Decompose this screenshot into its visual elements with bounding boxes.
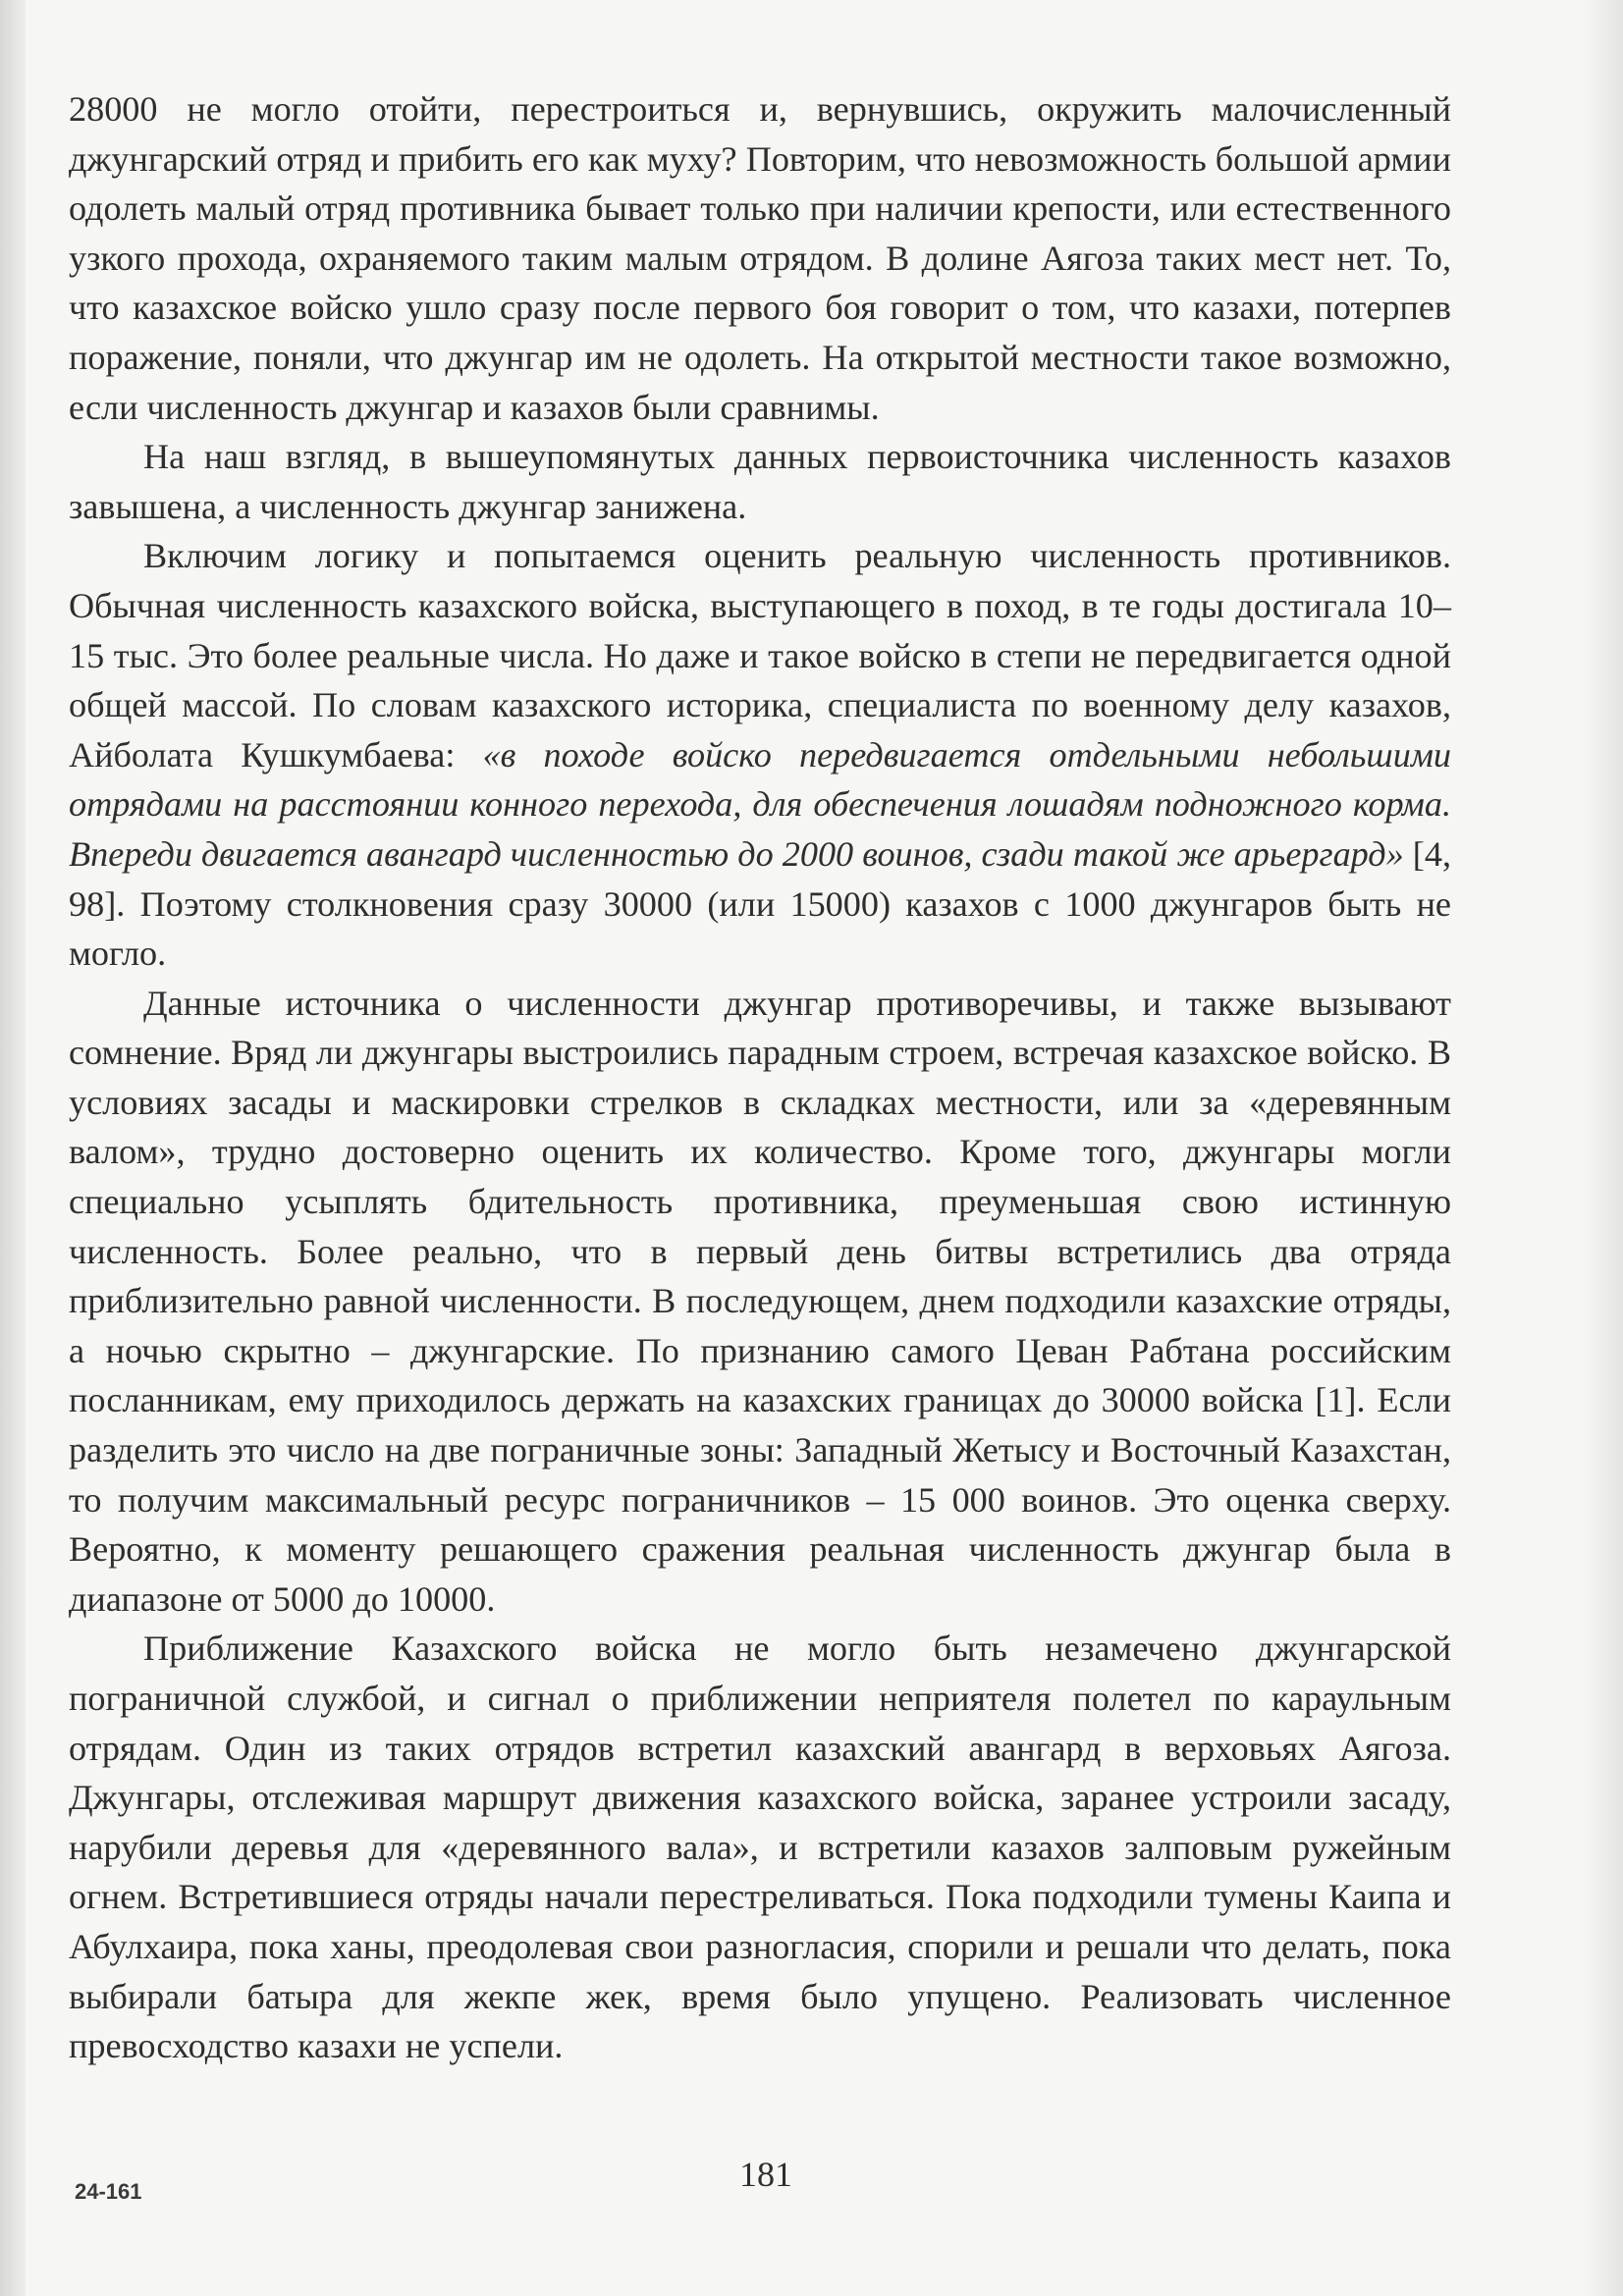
page-binding-shadow bbox=[0, 0, 26, 2296]
page-text-body bbox=[69, 84, 1451, 2071]
kushkumbaev-quote: «в походе войско передвигается отдельными небольшими отрядами на расстоянии конного перехода, для обеспечения лошадям подножного корма. Впереди двигается авангард численностью до 2000 воинов, сзади такой же арьергард» bbox=[69, 734, 1452, 874]
paragraph-assessment: На наш взгляд, в вышеупомянутых данных первоисточника численность казахов завышена, а численность джунгар занижена. bbox=[69, 437, 1451, 526]
paragraph-source-doubts: Данные источника о численности джунгар противоречивы, и также вызывают сомнение. Вряд ли джунгары выстроились парадным строем, встречая казахское войско. В условиях засады и маскировки стрелков в складках местности, или за «деревянным валом», трудно достоверно оценить их количество. Кроме того, джунгары могли специально усыплять бдительность противника, преуменьшая свою истинную численность. Более реально, что в первый день битвы встретились два отряда приблизительно равной численности. В последующем, днем подходили казахские отряды, а ночью скрытно – джунгарские. По признанию самого Цеван Рабтана российским посланникам, ему приходилось держать на казахских границах до 30000 войска [1]. Если разделить это число на две пограничные зоны: Западный Жетысу и Восточный Казахстан, то получим максимальный ресурс пограничников – 15 000 воинов. Это оценка сверху. Вероятно, к моменту решающего сражения реальная численность джунгар была в диапазоне от 5000 до 10000. bbox=[69, 983, 1451, 1619]
paragraph-continuation: 28000 не могло отойти, перестроиться и, вернувшись, окружить малочисленный джунгарский отряд и прибить его как муху? Повторим, что невозможность большой армии одолеть малый отряд противника бывает только при наличии крепости, или естественного узкого прохода, охраняемого таким малым отрядом. В долине Аягоза таких мест нет. То, что казахское войско ушло сразу после первого боя говорит о том, что казахи, потерпев поражение, поняли, что джунгар им не одолеть. На открытой местности такое возможно, если численность джунгар и казахов были сравнимы. bbox=[69, 89, 1451, 427]
paragraph-estimate bbox=[69, 531, 1451, 978]
print-signature-code: 24-161 bbox=[75, 2179, 142, 2204]
page-number: 181 bbox=[739, 2155, 792, 2194]
page-edge-shadow bbox=[1584, 0, 1623, 2296]
paragraph-approach: Приближение Казахского войска не могло быть незамечено джунгарской пограничной службой, и сигнал о приближении неприятеля полетел по караульным отрядам. Один из таких отрядов встретил казахский авангард в верховьях Аягоза. Джунгары, отслеживая маршрут движения казахского войска, заранее устроили засаду, нарубили деревья для «деревянного вала», и встретили казахов залповым ружейным огнем. Встретившиеся отряды начали перестреливаться. Пока подходили тумены Каипа и Абулхаира, пока ханы, преодолевая свои разногласия, спорили и решали что делать, пока выбирали батыра для жекпе жек, время было упущено. Реализовать численное превосходство казахи не успели. bbox=[69, 1629, 1451, 2066]
paragraph-estimate-lead: Включим логику и попытаемся оценить реальную численность противников. Обычная численность казахского войска, выступающего в поход, в те годы достигала 10–15 тыс. Это более реальные числа. Но даже и такое войско в степи не передвигается одной общей массой. По словам казахского историка, специалиста по военному делу казахов, Айболата Кушкумбаева: bbox=[69, 536, 1451, 774]
paragraph-estimate-tail: [4, 98]. Поэтому столкновения сразу 30000 (или 15000) казахов с 1000 джунгаров быть не могло. bbox=[69, 833, 1451, 974]
